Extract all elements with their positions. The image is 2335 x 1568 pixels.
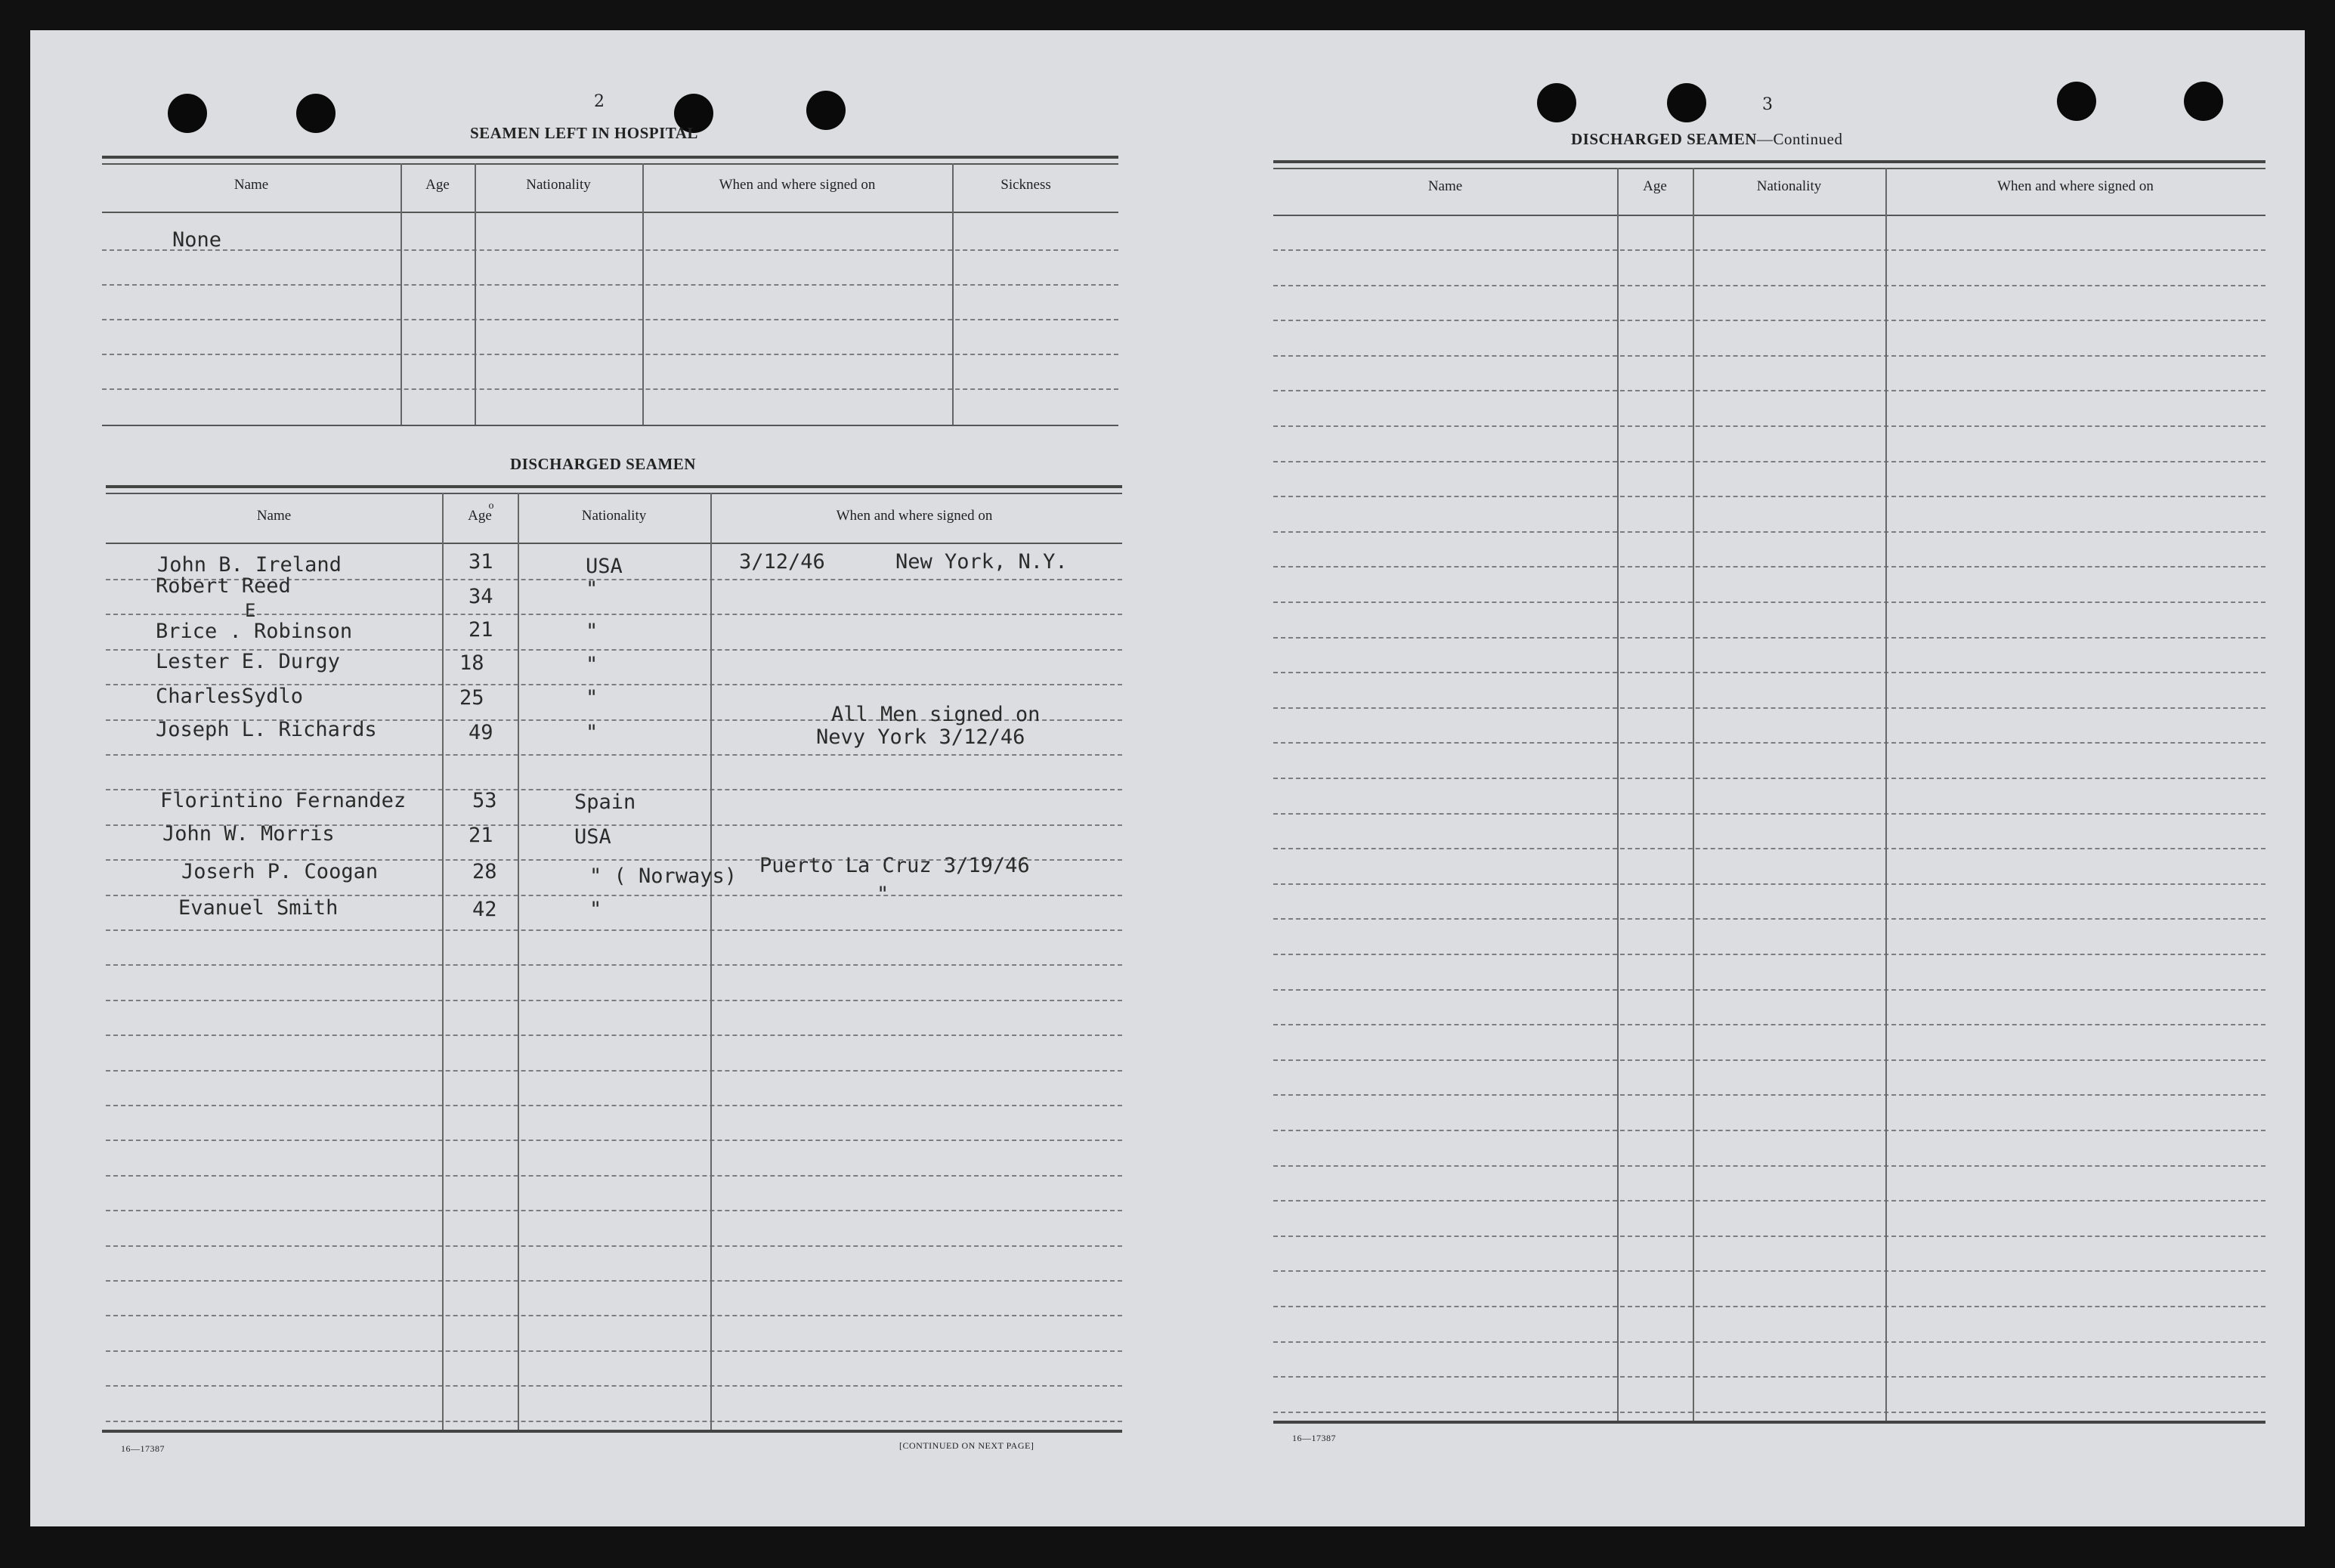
- col-header-signed-on: When and where signed on: [1997, 178, 2154, 194]
- row-rule: [1273, 1094, 2265, 1096]
- row-rule: [1273, 390, 2265, 391]
- seaman-nationality: Spain: [574, 790, 636, 814]
- table-top-rule: [102, 163, 1118, 165]
- seaman-age: 21: [469, 824, 493, 847]
- col-header-age: Age: [425, 177, 450, 193]
- left-page: [30, 30, 1179, 1526]
- row-rule: [102, 249, 1118, 251]
- col-divider: [710, 493, 712, 1430]
- seaman-name: Florintino Fernandez: [160, 789, 407, 812]
- seaman-nationality: " ( Norways): [589, 864, 738, 888]
- row-rule: [1273, 848, 2265, 849]
- col-divider: [952, 163, 954, 425]
- row-rule: [1273, 954, 2265, 955]
- seaman-age: 28: [472, 860, 497, 883]
- row-rule: [1273, 813, 2265, 815]
- row-rule: [1273, 1412, 2265, 1413]
- table-bottom-rule: [1273, 1421, 2265, 1424]
- row-rule: [1273, 1200, 2265, 1202]
- seaman-signed-on: ": [877, 883, 889, 906]
- row-rule: [106, 1210, 1122, 1211]
- punch-hole: [2184, 82, 2223, 121]
- row-rule: [106, 1105, 1122, 1106]
- section-title-suffix: —Continued: [1756, 130, 1843, 148]
- col-divider: [1885, 168, 1887, 1421]
- section-title-hospital: SEAMEN LEFT IN HOSPITAL: [470, 124, 698, 142]
- form-number: 16—17387: [121, 1443, 165, 1454]
- seaman-age: 42: [472, 898, 497, 921]
- row-rule: [1273, 1270, 2265, 1272]
- seaman-name: John B. Ireland: [157, 553, 342, 577]
- seaman-name: Evanuel Smith: [178, 896, 339, 920]
- punch-hole: [2057, 82, 2096, 121]
- seaman-name: Joserh P. Coogan: [181, 860, 379, 883]
- age-header-correction: o: [488, 500, 494, 512]
- row-rule: [106, 1175, 1122, 1177]
- row-rule: [1273, 461, 2265, 462]
- punch-hole: [296, 94, 336, 133]
- col-header-name: Name: [234, 177, 269, 193]
- row-rule: [1273, 637, 2265, 639]
- seaman-name: Brice . Robinson: [156, 620, 353, 643]
- col-header-signed-on: When and where signed on: [836, 508, 993, 524]
- row-rule: [1273, 566, 2265, 568]
- seaman-name: John W. Morris: [162, 822, 335, 846]
- row-rule: [1273, 1059, 2265, 1061]
- seaman-nationality: USA: [586, 555, 623, 578]
- page-number: 2: [594, 92, 605, 111]
- seaman-nationality: ": [586, 721, 598, 744]
- group-signing-note: All Men signed on: [831, 703, 1041, 726]
- continued-note: [CONTINUED ON NEXT PAGE]: [899, 1440, 1035, 1451]
- seaman-nationality: USA: [574, 825, 611, 849]
- col-header-name: Name: [256, 508, 292, 524]
- seaman-signed-on-place: New York, N.Y.: [895, 550, 1068, 574]
- col-header-nationality: Nationality: [581, 508, 647, 524]
- row-rule: [1273, 355, 2265, 357]
- row-rule: [1273, 778, 2265, 779]
- punch-hole: [168, 94, 207, 133]
- col-divider: [1693, 168, 1694, 1421]
- row-rule: [106, 1385, 1122, 1387]
- form-number: 16—17387: [1292, 1433, 1336, 1443]
- row-rule: [1273, 285, 2265, 286]
- row-rule: [1273, 496, 2265, 497]
- row-rule: [1273, 989, 2265, 991]
- row-rule: [106, 754, 1122, 756]
- row-rule: [106, 1070, 1122, 1072]
- table-bottom-rule: [102, 425, 1118, 426]
- manifest-spread: [30, 30, 2305, 1526]
- col-divider: [401, 163, 402, 425]
- col-divider: [475, 163, 476, 425]
- row-rule: [106, 1245, 1122, 1247]
- row-rule: [1273, 883, 2265, 885]
- row-rule: [106, 1000, 1122, 1001]
- section-title-text: DISCHARGED SEAMEN: [1571, 130, 1757, 148]
- row-rule: [1273, 1236, 2265, 1237]
- row-rule: [1273, 742, 2265, 744]
- row-rule: [1273, 672, 2265, 673]
- table-top-rule: [102, 156, 1118, 159]
- col-header-nationality: Nationality: [526, 177, 591, 193]
- col-header-age: Age: [468, 508, 492, 524]
- col-divider: [1617, 168, 1619, 1421]
- seaman-age: 21: [469, 618, 493, 642]
- row-rule: [102, 319, 1118, 320]
- seaman-signed-on-date: 3/12/46: [739, 550, 825, 574]
- seaman-name: CharlesSydlo: [156, 685, 304, 708]
- row-rule: [102, 284, 1118, 286]
- col-header-age: Age: [1643, 178, 1667, 194]
- seaman-age: 25: [459, 686, 484, 710]
- col-divider: [518, 493, 519, 1430]
- row-rule: [102, 354, 1118, 355]
- seaman-nationality: ": [586, 653, 598, 676]
- header-bottom-rule: [106, 543, 1122, 544]
- row-rule: [1273, 1341, 2265, 1343]
- row-rule: [106, 614, 1122, 615]
- row-rule: [106, 1035, 1122, 1036]
- row-rule: [1273, 1024, 2265, 1025]
- group-signing-note: Nevy York 3/12/46: [816, 725, 1025, 749]
- seaman-name: Robert Reed: [156, 574, 291, 598]
- name-insertion: E: [245, 600, 256, 621]
- header-bottom-rule: [1273, 215, 2265, 216]
- section-title-discharged: DISCHARGED SEAMEN: [510, 455, 696, 473]
- seaman-name: Lester E. Durgy: [156, 650, 340, 673]
- col-header-sickness: Sickness: [1000, 177, 1051, 193]
- row-rule: [1273, 1130, 2265, 1131]
- row-rule: [106, 929, 1122, 931]
- seaman-nationality: ": [586, 686, 598, 710]
- col-header-signed-on: When and where signed on: [719, 177, 876, 193]
- row-rule: [106, 1140, 1122, 1141]
- row-rule: [106, 1315, 1122, 1316]
- table-top-rule: [106, 485, 1122, 488]
- table-top-rule: [1273, 168, 2265, 169]
- col-header-nationality: Nationality: [1756, 178, 1822, 194]
- row-rule: [106, 964, 1122, 966]
- row-rule: [1273, 320, 2265, 321]
- table-top-rule: [106, 493, 1122, 494]
- header-bottom-rule: [102, 212, 1118, 213]
- punch-hole: [806, 91, 846, 130]
- punch-hole: [1667, 83, 1706, 122]
- row-rule: [1273, 1376, 2265, 1378]
- row-rule: [1273, 707, 2265, 709]
- row-rule: [102, 388, 1118, 390]
- page-number: 3: [1762, 95, 1773, 114]
- seaman-age: 49: [469, 721, 493, 744]
- row-rule: [1273, 918, 2265, 920]
- hospital-entry: None: [172, 228, 222, 252]
- col-divider: [442, 493, 444, 1430]
- row-rule: [1273, 531, 2265, 533]
- col-header-name: Name: [1427, 178, 1463, 194]
- row-rule: [106, 1350, 1122, 1352]
- row-rule: [1273, 249, 2265, 251]
- row-rule: [1273, 1306, 2265, 1307]
- seaman-age: 31: [469, 550, 493, 574]
- right-page: [1179, 30, 2305, 1526]
- seaman-age: 53: [472, 789, 497, 812]
- seaman-nationality: ": [589, 898, 602, 921]
- seaman-age: 18: [459, 651, 484, 675]
- row-rule: [106, 1421, 1122, 1422]
- seaman-age: 34: [469, 585, 493, 608]
- seaman-nationality: ": [586, 620, 598, 643]
- row-rule: [106, 1280, 1122, 1282]
- seaman-name: Joseph L. Richards: [156, 718, 377, 741]
- row-rule: [1273, 1165, 2265, 1167]
- table-bottom-rule: [102, 1430, 1122, 1433]
- table-top-rule: [1273, 160, 2265, 163]
- section-title-discharged-continued: [1571, 130, 1842, 149]
- punch-hole: [1537, 83, 1576, 122]
- seaman-signed-on: Puerto La Cruz 3/19/46: [759, 854, 1030, 877]
- row-rule: [1273, 602, 2265, 603]
- seaman-nationality: ": [586, 577, 598, 601]
- col-divider: [642, 163, 644, 425]
- row-rule: [1273, 425, 2265, 427]
